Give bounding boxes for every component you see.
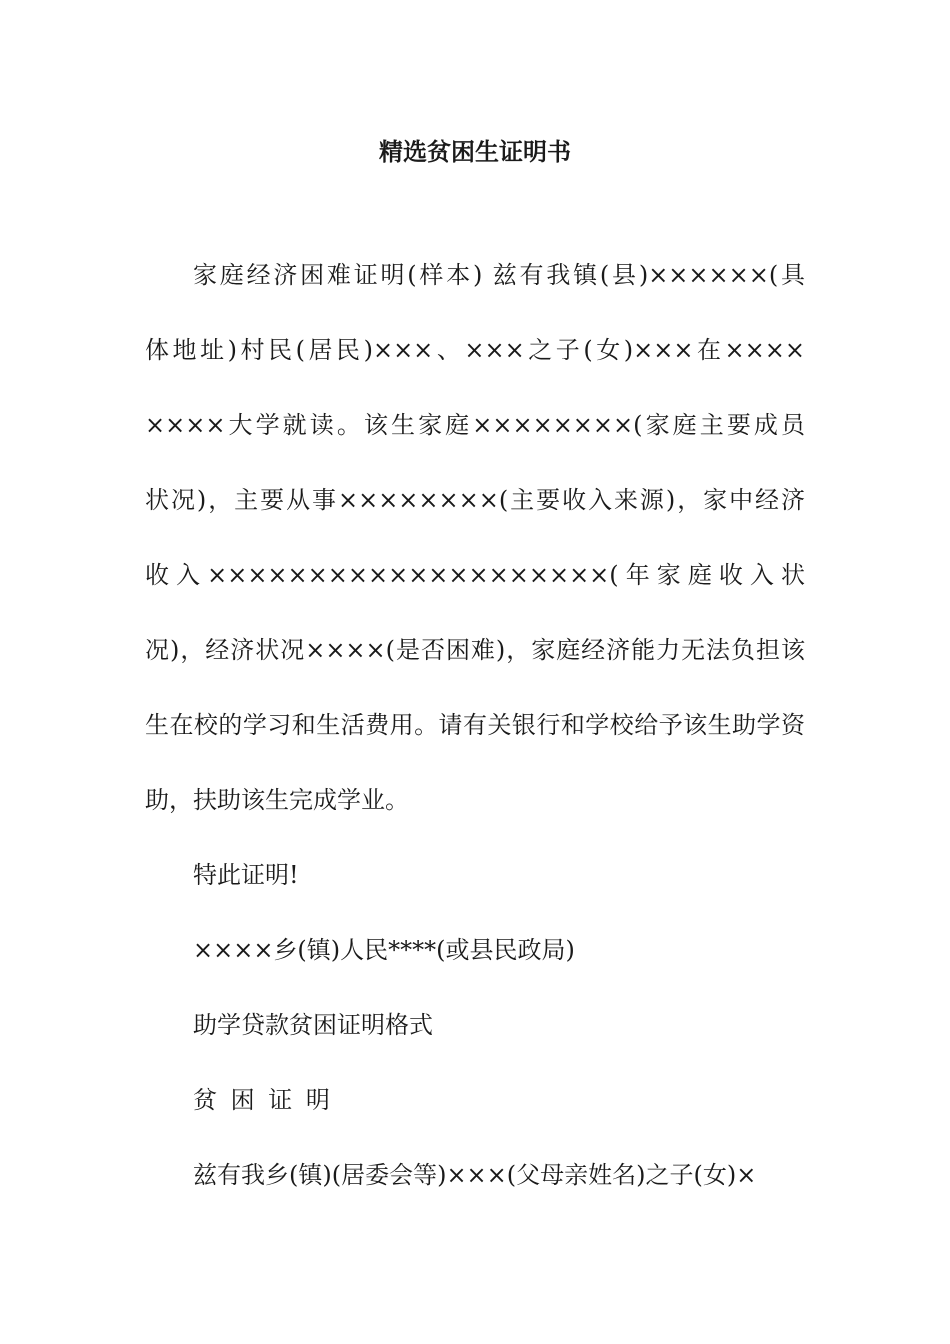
closing-statement: 特此证明! [193, 861, 299, 889]
paragraph-line: 收入××××××××××××××××××××(年家庭收入状 [145, 561, 805, 589]
paragraph-line: 况)，经济状况××××(是否困难)，家庭经济能力无法负担该 [145, 636, 805, 664]
paragraph-line: 生在校的学习和生活费用。请有关银行和学校给予该生助学资 [145, 711, 805, 739]
document-body [145, 238, 805, 1213]
paragraph-line: 体地址)村民(居民)×××、×××之子(女)×××在×××× [145, 336, 805, 364]
section-heading: 助学贷款贫困证明格式 [193, 1011, 433, 1039]
paragraph-line: 状况)，主要从事××××××××(主要收入来源)，家中经济 [145, 486, 805, 514]
paragraph-line: ××××大学就读。该生家庭××××××××(家庭主要成员 [145, 411, 805, 439]
paragraph-line: 家庭经济困难证明(样本) 兹有我镇(县)××××××(具 [193, 261, 805, 289]
issuer-line: ××××乡(镇)人民****(或县民政局) [193, 936, 575, 964]
section-first-line: 兹有我乡(镇)(居委会等)×××(父母亲姓名)之子(女)× [193, 1161, 757, 1189]
paragraph-main [145, 238, 805, 838]
paragraph-line: 助，扶助该生完成学业。 [145, 786, 409, 814]
section-title: 贫 困 证 明 [193, 1086, 330, 1114]
document-title: 精选贫困生证明书 [379, 137, 571, 166]
